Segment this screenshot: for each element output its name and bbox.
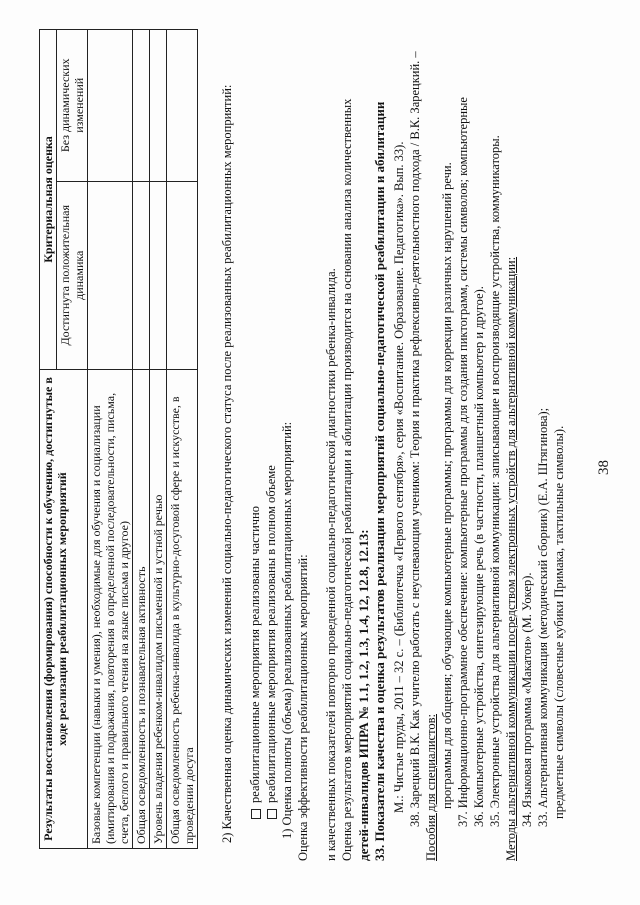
checkbox-row[interactable] bbox=[264, 465, 279, 819]
table-cell-empty[interactable] bbox=[150, 30, 167, 182]
table-cell-empty[interactable] bbox=[167, 30, 198, 182]
checkbox-row[interactable] bbox=[248, 506, 263, 819]
specialists-heading: Пособия для специалистов: bbox=[424, 713, 438, 861]
table-cell-empty[interactable] bbox=[167, 181, 198, 369]
methods-heading: Методы альтернативной коммуникации посредством электронных устройств для альтернативной коммуникации: bbox=[504, 256, 518, 861]
table-row bbox=[167, 30, 198, 849]
table-cell-criterion: Базовые компетенции (навыки и умения), необходимые для обучения и социализации (имитирования и подражания, повторения в определенной последовательности, письма, счета, беглого и правильного чтения на языке письма и другое) bbox=[88, 370, 133, 849]
item2-label: 2) Качественная оценка динамических изменений социально-педагогического статуса после реализованных реабилитационных мероприятий: bbox=[220, 84, 234, 843]
table-cell-criterion: Общая осведомленность и познавательная активность bbox=[133, 370, 150, 849]
tools-item: 34. Языковая программа «Макатон» (М. Уокер). bbox=[520, 572, 534, 827]
tools-item: 33. Альтернативная коммуникация (методический сборник) (Е.А. Штягинова); bbox=[536, 407, 550, 827]
specialist-item: 38. Зарецкий В.К. Как учителю работать с неуспевающим учеником: Теория и практика рефлексивно-деятельностного подхода / В.К. Зарецкий. – bbox=[408, 51, 422, 827]
section-intro: и качественных показателей повторно проведенной социально-педагогической диагностики ребенка-инвалида. bbox=[324, 268, 338, 861]
table-cell-empty[interactable] bbox=[88, 30, 133, 182]
section-heading: детей-инвалидов ИПРА № 1.1, 1.2, 1.3, 1.4, 12, 12.8, 12.13: bbox=[356, 529, 371, 861]
table-header-positive: Достигнута положительная динамика bbox=[57, 181, 88, 369]
checkbox-icon[interactable] bbox=[251, 809, 261, 819]
assessment-table bbox=[39, 29, 198, 849]
efficiency-label: Оценка эффективности реабилитационных мероприятий: bbox=[296, 554, 310, 861]
section-intro: Оценка результатов мероприятий социально-педагогической реабилитации и абилитации производится на основании анализа количественных bbox=[340, 98, 354, 861]
checkbox-label: реабилитационные мероприятия реализованы в полном объеме bbox=[264, 465, 278, 803]
tools-item: предметные символы (словесные кубики Примака, тактильные символы). bbox=[552, 425, 566, 819]
table-header-criteria: Критериальная оценка bbox=[40, 30, 57, 370]
item1-label: 1) Оценка полноты (объема) реализованных реабилитационных мероприятий: bbox=[280, 421, 294, 839]
table-cell-criterion: Уровень владения ребенком-инвалидом письменной и устной речью bbox=[150, 370, 167, 849]
table-cell-empty[interactable] bbox=[150, 181, 167, 369]
table-row bbox=[88, 30, 133, 849]
specialist-item: М.: Чистые пруды, 2011 – 32 с. – (Библиотечка «Первого сентября», серия «Воспитание. Образование. Педагогика». Вып. 33). bbox=[392, 141, 406, 813]
table-header-results: Результаты восстановления (формирования) способности к обучению, достигнутые в ходе реализации реабилитационных мероприятий bbox=[40, 370, 88, 849]
table-cell-empty[interactable] bbox=[88, 181, 133, 369]
page-number: 38 bbox=[596, 460, 612, 475]
section-heading: 33. Показатели качества и оценка результатов реализации мероприятий социально-педагогической реабилитации и абилитации bbox=[372, 101, 387, 861]
table-row bbox=[150, 30, 167, 849]
checkbox-icon[interactable] bbox=[267, 809, 277, 819]
method-item: 36. Компьютерные устройства, синтезирующие речь (в частности, планшетный компьютер и другое). bbox=[472, 286, 486, 827]
table-cell-empty[interactable] bbox=[133, 30, 150, 182]
table-cell-empty[interactable] bbox=[133, 181, 150, 369]
method-item: программы для общения; обучающие компьютерные программы; программы для коррекции различных нарушений речи. bbox=[440, 162, 454, 809]
method-item: 35. Электронные устройства для альтернативной коммуникации: записывающие и воспроизводящие устройства, коммуникаторы. bbox=[488, 135, 502, 827]
table-cell-criterion: Общая осведомленность ребенка-инвалида в культурно-досуговой сфере и искусстве, в проведении досуга bbox=[167, 370, 198, 849]
method-item: 37. Информационно-программное обеспечение: компьютерные программы для создания пиктограмм, системы символов; компьютерные bbox=[456, 97, 470, 827]
table-row bbox=[133, 30, 150, 849]
checkbox-label: реабилитационные мероприятия реализованы частично bbox=[248, 506, 262, 803]
table-header-no-change: Без динамических изменений bbox=[57, 30, 88, 182]
